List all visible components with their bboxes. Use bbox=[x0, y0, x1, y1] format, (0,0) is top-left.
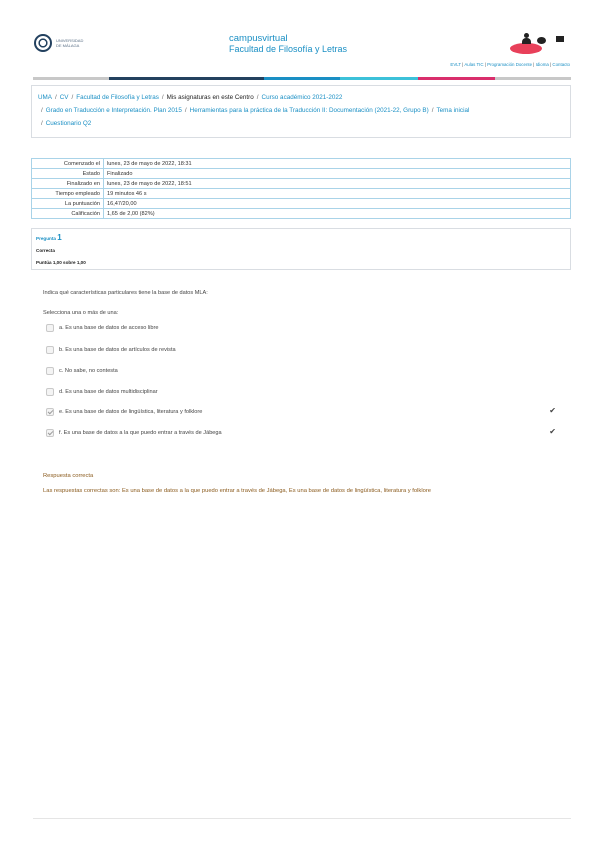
summary-label: Finalizado en bbox=[32, 179, 104, 189]
option-c-checkbox[interactable] bbox=[46, 367, 54, 375]
summary-row bbox=[32, 199, 571, 209]
site-title-line1: campusvirtual bbox=[229, 33, 288, 44]
summary-row bbox=[32, 179, 571, 189]
breadcrumb-curso[interactable]: Curso académico 2021-2022 bbox=[261, 94, 343, 101]
summary-row bbox=[32, 189, 571, 199]
answer-option-a bbox=[46, 322, 556, 333]
option-e-checkbox[interactable] bbox=[46, 408, 54, 416]
summary-label: Comenzado el bbox=[32, 159, 104, 169]
summary-row bbox=[32, 209, 571, 219]
feedback-title: Respuesta correcta bbox=[43, 473, 94, 479]
question-label: Pregunta bbox=[36, 236, 56, 241]
breadcrumb-grado[interactable]: Grado en Traducción e Interpretación. Plan 2015 bbox=[45, 107, 182, 114]
top-link-programacion[interactable]: Programación Docente bbox=[487, 62, 533, 67]
breadcrumb-mis-asignaturas: Mis asignaturas en este Centro bbox=[166, 94, 254, 101]
answer-option-c bbox=[46, 365, 556, 376]
question-info bbox=[31, 228, 571, 270]
option-a-label: a. Es una base de datos de acceso libre bbox=[59, 324, 159, 331]
option-f-label: f. Es una base de datos a la que puedo entrar a través de Jábega bbox=[59, 429, 222, 436]
question-status: Correcta bbox=[36, 248, 55, 253]
breadcrumb-asignatura[interactable]: Herramientas para la práctica de la Traducción II: Documentación (2021-22, Grupo B) bbox=[189, 107, 429, 114]
feedback-answers: Las respuestas correctas son: Es una base de datos a la que puedo entrar a través de Jábega, Es una base de datos de lingüística, literatura y folklore bbox=[43, 488, 431, 494]
question-number: 1 bbox=[57, 233, 62, 242]
answer-option-b bbox=[46, 344, 556, 355]
university-seal-icon bbox=[34, 34, 52, 52]
chat-icon[interactable] bbox=[537, 37, 546, 44]
top-link-contacto[interactable]: Contacto bbox=[552, 62, 570, 67]
option-e-label: e. Es una base de datos de lingüística, literatura y folklore bbox=[59, 408, 203, 415]
top-link-evlt[interactable]: EVLT bbox=[450, 62, 461, 67]
top-link-aulas-tic[interactable]: Aulas TIC bbox=[464, 62, 484, 67]
summary-label: Estado bbox=[32, 169, 104, 179]
option-d-checkbox[interactable] bbox=[46, 388, 54, 396]
summary-value: lunes, 23 de mayo de 2022, 18:51 bbox=[104, 179, 571, 189]
summary-label: La puntuación bbox=[32, 199, 104, 209]
option-f-checkbox[interactable] bbox=[46, 429, 54, 437]
summary-value: 1,65 de 2,00 (82%) bbox=[104, 209, 571, 219]
question-score: Puntúa 1,00 sobre 1,00 bbox=[36, 260, 86, 265]
top-links: EVLT | Aulas TIC | Programación Docente | Idioma | Contacto bbox=[450, 62, 570, 67]
summary-label: Tiempo empleado bbox=[32, 189, 104, 199]
logo-text: UNIVERSIDAD DE MÁLAGA bbox=[56, 38, 84, 48]
option-d-label: d. Es una base de datos multidisciplinar bbox=[59, 388, 158, 395]
answer-option-d bbox=[46, 386, 556, 397]
mail-icon[interactable] bbox=[556, 36, 564, 42]
breadcrumb: UMA / CV / Facultad de Filosofía y Letras / Mis asignaturas en este Centro / Curso académico 2021-2022 / Grado en Traducción e Interpretación. Plan 2015 / Herramientas para la práctica de la Traducción II: Documentación (2021-22, Grupo B) / Tema inicial / Cuestionario Q2 bbox=[31, 85, 571, 138]
breadcrumb-cv[interactable]: CV bbox=[59, 94, 69, 101]
summary-value: lunes, 23 de mayo de 2022, 18:31 bbox=[104, 159, 571, 169]
feedback bbox=[43, 469, 431, 499]
summary-value: 16,47/20,00 bbox=[104, 199, 571, 209]
option-a-checkbox[interactable] bbox=[46, 324, 54, 332]
summary-row bbox=[32, 169, 571, 179]
breadcrumb-uma[interactable]: UMA bbox=[38, 94, 52, 101]
attempt-summary-table bbox=[31, 158, 571, 219]
university-logo[interactable] bbox=[34, 34, 82, 52]
breadcrumb-facultad[interactable]: Facultad de Filosofía y Letras bbox=[76, 94, 159, 101]
answer-option-e bbox=[46, 406, 556, 417]
summary-label: Calificación bbox=[32, 209, 104, 219]
correct-check-icon: ✔ bbox=[549, 406, 556, 415]
option-c-label: c. No sabe, no contesta bbox=[59, 367, 118, 374]
answer-option-f bbox=[46, 427, 556, 438]
question-prompt: Selecciona una o más de una: bbox=[43, 310, 119, 316]
correct-check-icon: ✔ bbox=[549, 427, 556, 436]
top-link-idioma[interactable]: Idioma bbox=[535, 62, 549, 67]
summary-row bbox=[32, 159, 571, 169]
summary-value: 19 minutos 46 s bbox=[104, 189, 571, 199]
site-title[interactable] bbox=[229, 34, 347, 54]
summary-value: Finalizado bbox=[104, 169, 571, 179]
breadcrumb-cuestionario[interactable]: Cuestionario Q2 bbox=[45, 120, 92, 127]
question-text: Indica qué características particulares tiene la base de datos MLA: bbox=[43, 290, 208, 296]
header-icons bbox=[510, 33, 570, 55]
user-icon[interactable] bbox=[522, 33, 531, 43]
footer-divider bbox=[33, 818, 571, 819]
brand-color-bar bbox=[33, 77, 571, 80]
site-title-line2: Facultad de Filosofía y Letras bbox=[229, 44, 348, 54]
breadcrumb-tema[interactable]: Tema inicial bbox=[436, 107, 470, 114]
option-b-label: b. Es una base de datos de artículos de revista bbox=[59, 346, 176, 353]
option-b-checkbox[interactable] bbox=[46, 346, 54, 354]
decorative-blob bbox=[510, 43, 542, 54]
